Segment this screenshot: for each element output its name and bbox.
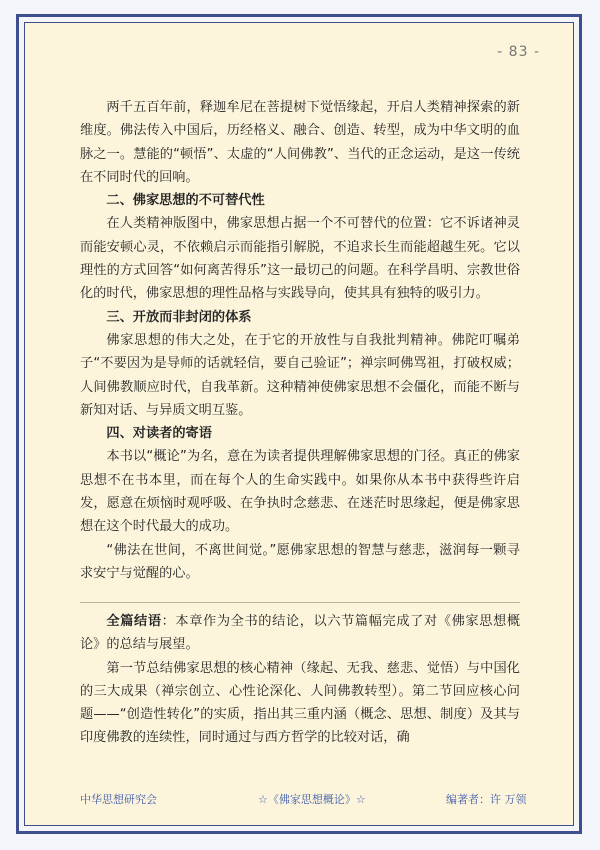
summary-text: ：本章作为全书的结论，以六节篇幅完成了对《佛家思想概论》的总结与展望。	[80, 614, 521, 653]
footer-author: 编著者：许 万领	[446, 793, 527, 806]
summary-paragraph	[80, 610, 520, 657]
paragraph: 本书以“概论”为名，意在为读者提供理解佛家思想的门径。真正的佛家思想不在书本里，而在每个人的生命实践中。如果你从本书中获得些许启发，愿意在烦恼时观呼吸、在争执时念慈悲、在迷茫时思缘起，便是佛家思想在这个时代最大的成功。	[80, 449, 520, 535]
paragraph: “佛法在世间，不离世间觉。”愿佛家思想的智慧与慈悲，滋润每一颗寻求安宁与觉醒的心。	[80, 542, 520, 581]
section-divider	[80, 602, 520, 603]
paragraph: 在人类精神版图中，佛家思想占据一个不可替代的位置：它不诉诸神灵而能安顿心灵，不依赖启示而能指引解脱，不追求长生而能超越生死。它以理性的方式回答“如何离苦得乐”这一最切己的问题。在科学昌明、宗教世俗化的时代，佛家思想的理性品格与实践导向，使其具有独特的吸引力。	[80, 216, 520, 302]
paragraph: 两千五百年前，释迦牟尼在菩提树下觉悟缘起，开启人类精神探索的新维度。佛法传入中国后，历经格义、融合、创造、转型，成为中华文明的血脉之一。慧能的“顿悟”、太虚的“人间佛教”、当代的正念运动，是这一传统在不同时代的回响。	[80, 100, 520, 185]
body-text	[80, 96, 520, 585]
summary-paragraph: 第一节总结佛家思想的核心精神（缘起、无我、慈悲、觉悟）与中国化的三大成果（禅宗创立、心性论深化、人间佛教转型）。第二节回应核心问题——“创造性转化”的实质，指出其三重内涵（概念、思想、制度）及其与印度佛教的连续性，同时通过与西方哲学的比较对话，确	[80, 660, 520, 746]
footer-publisher: 中华思想研究会	[80, 793, 157, 806]
summary-lead: 全篇结语	[106, 614, 162, 629]
section-heading: 三、开放而非封闭的体系	[106, 309, 252, 325]
section-heading: 二、佛家思想的不可替代性	[106, 193, 265, 209]
footer-book-title: ☆《佛家思想概论》☆	[258, 793, 366, 806]
chapter-summary	[80, 610, 520, 750]
paragraph: 佛家思想的伟大之处，在于它的开放性与自我批判精神。佛陀叮嘱弟子“不要因为是导师的话就轻信，要自己验证”；禅宗呵佛骂祖，打破权威；人间佛教顺应时代，自我革新。这种精神使佛家思想不会僵化，而能不断与新知对话、与异质文明互鉴。	[80, 332, 520, 418]
page-number: - 83 -	[497, 44, 540, 60]
section-heading: 四、对读者的寄语	[106, 426, 212, 442]
